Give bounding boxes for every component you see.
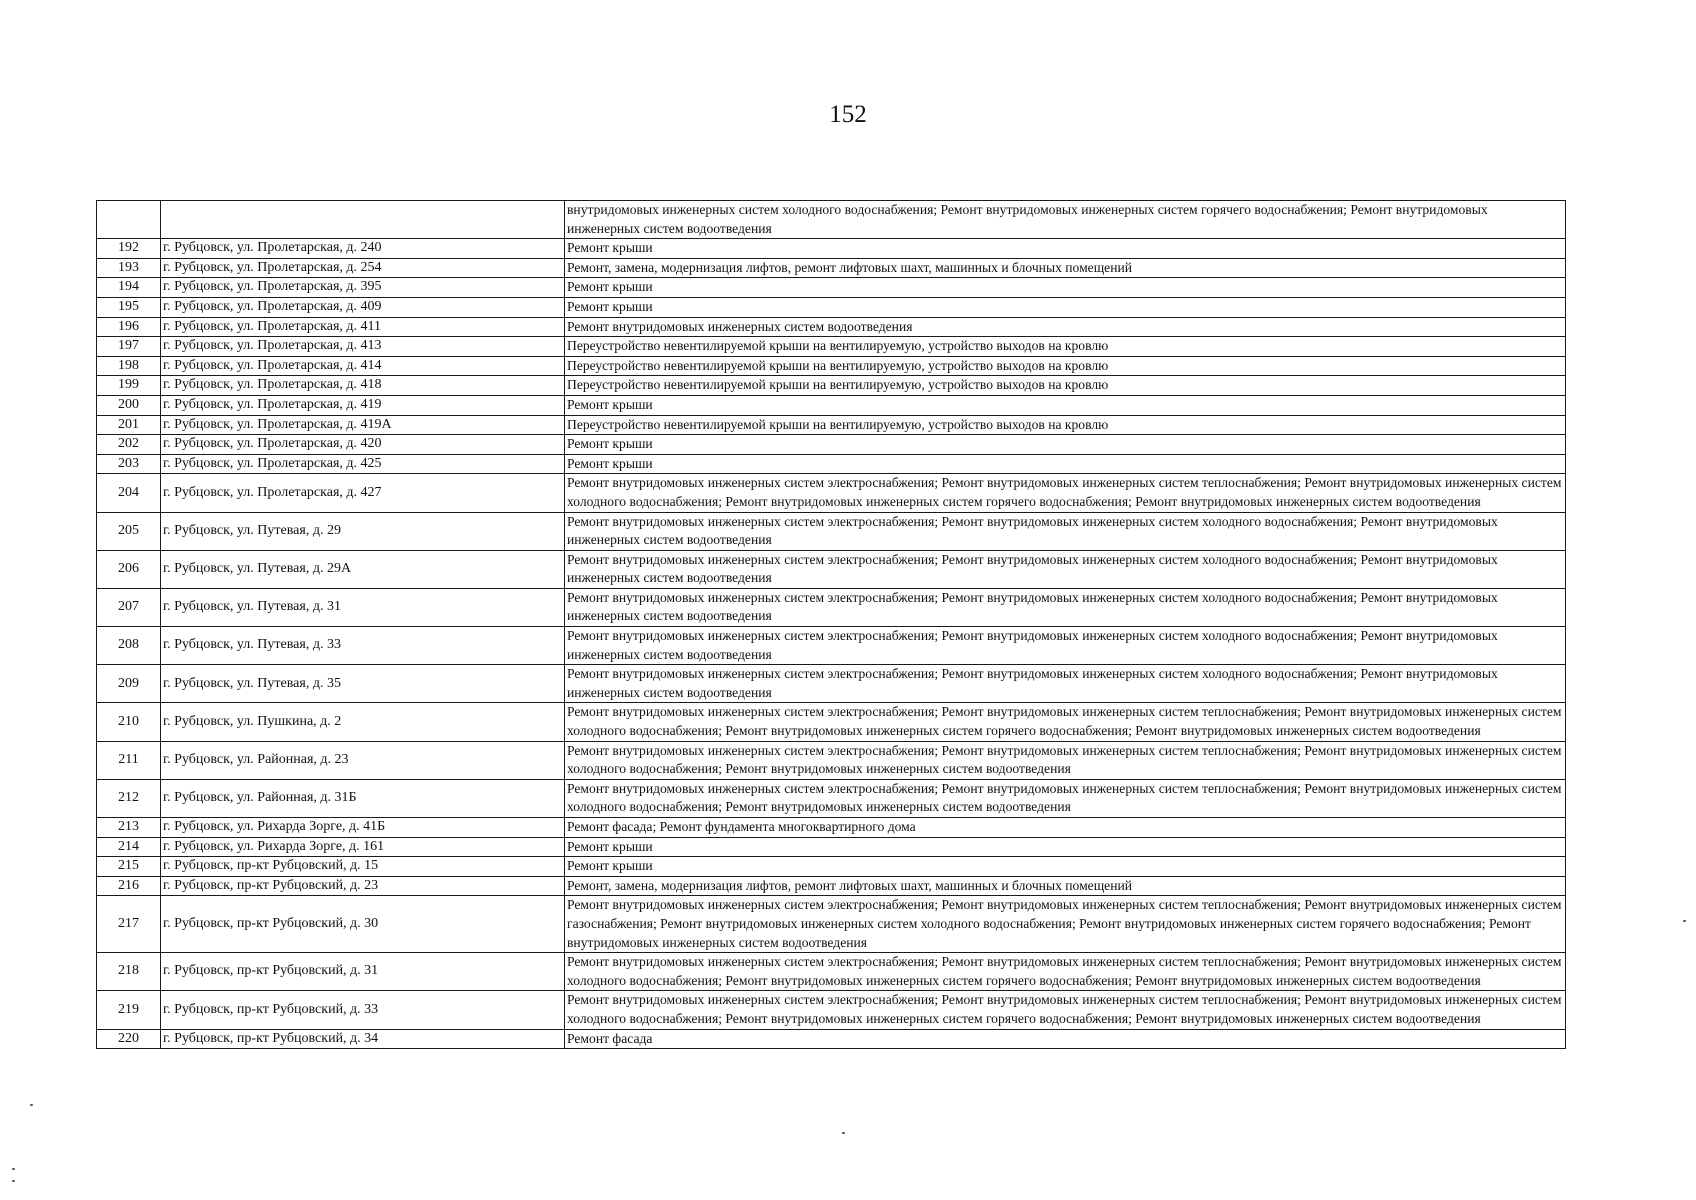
work-type-cell: Ремонт внутридомовых инженерных систем водоотведения [565, 317, 1566, 337]
address-cell: г. Рубцовск, ул. Пролетарская, д. 254 [161, 258, 565, 278]
address-cell: г. Рубцовск, ул. Пушкина, д. 2 [161, 703, 565, 741]
work-type-cell: Ремонт крыши [565, 857, 1566, 877]
work-type-cell: Ремонт крыши [565, 297, 1566, 317]
table-row [97, 512, 1566, 550]
scan-speck [12, 1180, 15, 1182]
table-row [97, 474, 1566, 512]
table-row [97, 741, 1566, 779]
row-number: 201 [97, 415, 161, 435]
work-type-cell: Ремонт внутридомовых инженерных систем электроснабжения; Ремонт внутридомовых инженерных систем холодного водоснабжения; Ремонт внутридомовых инженерных систем водоотведения [565, 588, 1566, 626]
address-cell: г. Рубцовск, ул. Пролетарская, д. 240 [161, 239, 565, 259]
row-number: 216 [97, 876, 161, 896]
address-cell: г. Рубцовск, ул. Рихарда Зорге, д. 161 [161, 837, 565, 857]
work-type-cell: Переустройство невентилируемой крыши на вентилируемую, устройство выходов на кровлю [565, 356, 1566, 376]
address-cell: г. Рубцовск, пр-кт Рубцовский, д. 31 [161, 953, 565, 991]
row-number: 218 [97, 953, 161, 991]
work-type-cell: Ремонт фасада; Ремонт фундамента многоквартирного дома [565, 818, 1566, 838]
work-type-cell: Ремонт крыши [565, 435, 1566, 455]
table-row [97, 627, 1566, 665]
work-type-cell: Ремонт внутридомовых инженерных систем электроснабжения; Ремонт внутридомовых инженерных систем холодного водоснабжения; Ремонт внутридомовых инженерных систем водоотведения [565, 512, 1566, 550]
row-number: 214 [97, 837, 161, 857]
address-cell: г. Рубцовск, ул. Пролетарская, д. 418 [161, 376, 565, 396]
row-number: 197 [97, 337, 161, 357]
work-type-cell: Ремонт внутридомовых инженерных систем электроснабжения; Ремонт внутридомовых инженерных систем теплоснабжения; Ремонт внутридомовых инженерных систем холодного водоснабжения; Ремонт внутридомовых инженерных систем водоотведения [565, 779, 1566, 817]
row-number: 200 [97, 395, 161, 415]
row-number: 204 [97, 474, 161, 512]
row-number: 215 [97, 857, 161, 877]
work-type-cell: Переустройство невентилируемой крыши на вентилируемую, устройство выходов на кровлю [565, 415, 1566, 435]
row-number: 192 [97, 239, 161, 259]
table-row [97, 1029, 1566, 1049]
address-cell: г. Рубцовск, пр-кт Рубцовский, д. 15 [161, 857, 565, 877]
address-cell: г. Рубцовск, ул. Путевая, д. 33 [161, 627, 565, 665]
address-cell: г. Рубцовск, пр-кт Рубцовский, д. 33 [161, 991, 565, 1029]
table-row [97, 454, 1566, 474]
row-number: 210 [97, 703, 161, 741]
table-row [97, 876, 1566, 896]
table-row [97, 258, 1566, 278]
address-cell: г. Рубцовск, ул. Пролетарская, д. 419А [161, 415, 565, 435]
table-row [97, 356, 1566, 376]
address-cell: г. Рубцовск, ул. Районная, д. 23 [161, 741, 565, 779]
work-type-cell: Ремонт крыши [565, 278, 1566, 298]
table-row [97, 991, 1566, 1029]
address-cell: г. Рубцовск, ул. Путевая, д. 29 [161, 512, 565, 550]
table-row [97, 837, 1566, 857]
address-cell: г. Рубцовск, ул. Пролетарская, д. 414 [161, 356, 565, 376]
row-number: 220 [97, 1029, 161, 1049]
work-type-cell: Ремонт внутридомовых инженерных систем электроснабжения; Ремонт внутридомовых инженерных систем холодного водоснабжения; Ремонт внутридомовых инженерных систем водоотведения [565, 665, 1566, 703]
row-number: 207 [97, 588, 161, 626]
table-row [97, 239, 1566, 259]
work-type-cell: Переустройство невентилируемой крыши на вентилируемую, устройство выходов на кровлю [565, 337, 1566, 357]
address-cell: г. Рубцовск, ул. Пролетарская, д. 420 [161, 435, 565, 455]
table-row [97, 317, 1566, 337]
row-number: 193 [97, 258, 161, 278]
address-cell: г. Рубцовск, ул. Путевая, д. 29А [161, 550, 565, 588]
address-cell: г. Рубцовск, ул. Пролетарская, д. 425 [161, 454, 565, 474]
work-type-cell: Ремонт внутридомовых инженерных систем электроснабжения; Ремонт внутридомовых инженерных систем теплоснабжения; Ремонт внутридомовых инженерных систем газоснабжения; Ремонт внутридомовых инженерных систем холодного водоснабжения; Ремонт внутридомовых инженерных систем горячего водоснабжения; Ремонт внутридомовых инженерных систем водоотведения [565, 896, 1566, 953]
address-cell: г. Рубцовск, ул. Путевая, д. 35 [161, 665, 565, 703]
repair-schedule-table [96, 200, 1566, 1049]
work-type-cell: внутридомовых инженерных систем холодного водоснабжения; Ремонт внутридомовых инженерных систем горячего водоснабжения; Ремонт внутридомовых инженерных систем водоотведения [565, 201, 1566, 239]
table-row [97, 201, 1566, 239]
address-cell: г. Рубцовск, ул. Пролетарская, д. 427 [161, 474, 565, 512]
work-type-cell: Ремонт, замена, модернизация лифтов, ремонт лифтовых шахт, машинных и блочных помещений [565, 876, 1566, 896]
work-type-cell: Ремонт внутридомовых инженерных систем электроснабжения; Ремонт внутридомовых инженерных систем теплоснабжения; Ремонт внутридомовых инженерных систем холодного водоснабжения; Ремонт внутридомовых инженерных систем водоотведения [565, 741, 1566, 779]
table-row [97, 703, 1566, 741]
address-cell: г. Рубцовск, пр-кт Рубцовский, д. 23 [161, 876, 565, 896]
row-number: 211 [97, 741, 161, 779]
work-type-cell: Ремонт фасада [565, 1029, 1566, 1049]
work-type-cell: Ремонт крыши [565, 837, 1566, 857]
work-type-cell: Ремонт, замена, модернизация лифтов, ремонт лифтовых шахт, машинных и блочных помещений [565, 258, 1566, 278]
row-number: 206 [97, 550, 161, 588]
table-row [97, 953, 1566, 991]
table-row [97, 896, 1566, 953]
address-cell: г. Рубцовск, ул. Пролетарская, д. 409 [161, 297, 565, 317]
table-row [97, 376, 1566, 396]
scan-speck [12, 1168, 15, 1170]
table-row [97, 588, 1566, 626]
work-type-cell: Ремонт крыши [565, 239, 1566, 259]
work-type-cell: Ремонт крыши [565, 454, 1566, 474]
scan-speck [842, 1132, 845, 1134]
address-cell: г. Рубцовск, ул. Рихарда Зорге, д. 41Б [161, 818, 565, 838]
table-row [97, 415, 1566, 435]
row-number: 195 [97, 297, 161, 317]
row-number: 217 [97, 896, 161, 953]
address-cell: г. Рубцовск, ул. Пролетарская, д. 419 [161, 395, 565, 415]
row-number [97, 201, 161, 239]
table-row [97, 395, 1566, 415]
row-number: 198 [97, 356, 161, 376]
table-row [97, 857, 1566, 877]
row-number: 219 [97, 991, 161, 1029]
row-number: 203 [97, 454, 161, 474]
row-number: 212 [97, 779, 161, 817]
row-number: 213 [97, 818, 161, 838]
row-number: 208 [97, 627, 161, 665]
table-row [97, 550, 1566, 588]
work-type-cell: Ремонт внутридомовых инженерных систем электроснабжения; Ремонт внутридомовых инженерных систем холодного водоснабжения; Ремонт внутридомовых инженерных систем водоотведения [565, 627, 1566, 665]
address-cell: г. Рубцовск, ул. Путевая, д. 31 [161, 588, 565, 626]
row-number: 202 [97, 435, 161, 455]
table-row [97, 665, 1566, 703]
table-row [97, 435, 1566, 455]
address-cell: г. Рубцовск, ул. Пролетарская, д. 411 [161, 317, 565, 337]
work-type-cell: Ремонт крыши [565, 395, 1566, 415]
address-cell: г. Рубцовск, ул. Пролетарская, д. 413 [161, 337, 565, 357]
scan-speck [30, 1104, 33, 1106]
address-cell: г. Рубцовск, ул. Пролетарская, д. 395 [161, 278, 565, 298]
table-row [97, 278, 1566, 298]
row-number: 199 [97, 376, 161, 396]
work-type-cell: Ремонт внутридомовых инженерных систем электроснабжения; Ремонт внутридомовых инженерных систем теплоснабжения; Ремонт внутридомовых инженерных систем холодного водоснабжения; Ремонт внутридомовых инженерных систем горячего водоснабжения; Ремонт внутридомовых инженерных систем водоотведения [565, 991, 1566, 1029]
scan-speck [1683, 920, 1686, 922]
table-row [97, 818, 1566, 838]
work-type-cell: Ремонт внутридомовых инженерных систем электроснабжения; Ремонт внутридомовых инженерных систем теплоснабжения; Ремонт внутридомовых инженерных систем холодного водоснабжения; Ремонт внутридомовых инженерных систем горячего водоснабжения; Ремонт внутридомовых инженерных систем водоотведения [565, 703, 1566, 741]
table-body [97, 201, 1566, 1049]
table-row [97, 337, 1566, 357]
table-row [97, 779, 1566, 817]
address-cell: г. Рубцовск, ул. Районная, д. 31Б [161, 779, 565, 817]
row-number: 205 [97, 512, 161, 550]
address-cell: г. Рубцовск, пр-кт Рубцовский, д. 30 [161, 896, 565, 953]
work-type-cell: Ремонт внутридомовых инженерных систем электроснабжения; Ремонт внутридомовых инженерных систем теплоснабжения; Ремонт внутридомовых инженерных систем холодного водоснабжения; Ремонт внутридомовых инженерных систем горячего водоснабжения; Ремонт внутридомовых инженерных систем водоотведения [565, 953, 1566, 991]
table-row [97, 297, 1566, 317]
page-number: 152 [829, 101, 867, 128]
work-type-cell: Ремонт внутридомовых инженерных систем электроснабжения; Ремонт внутридомовых инженерных систем холодного водоснабжения; Ремонт внутридомовых инженерных систем водоотведения [565, 550, 1566, 588]
address-cell: г. Рубцовск, пр-кт Рубцовский, д. 34 [161, 1029, 565, 1049]
row-number: 196 [97, 317, 161, 337]
work-type-cell: Переустройство невентилируемой крыши на вентилируемую, устройство выходов на кровлю [565, 376, 1566, 396]
row-number: 209 [97, 665, 161, 703]
address-cell [161, 201, 565, 239]
row-number: 194 [97, 278, 161, 298]
work-type-cell: Ремонт внутридомовых инженерных систем электроснабжения; Ремонт внутридомовых инженерных систем теплоснабжения; Ремонт внутридомовых инженерных систем холодного водоснабжения; Ремонт внутридомовых инженерных систем горячего водоснабжения; Ремонт внутридомовых инженерных систем водоотведения [565, 474, 1566, 512]
